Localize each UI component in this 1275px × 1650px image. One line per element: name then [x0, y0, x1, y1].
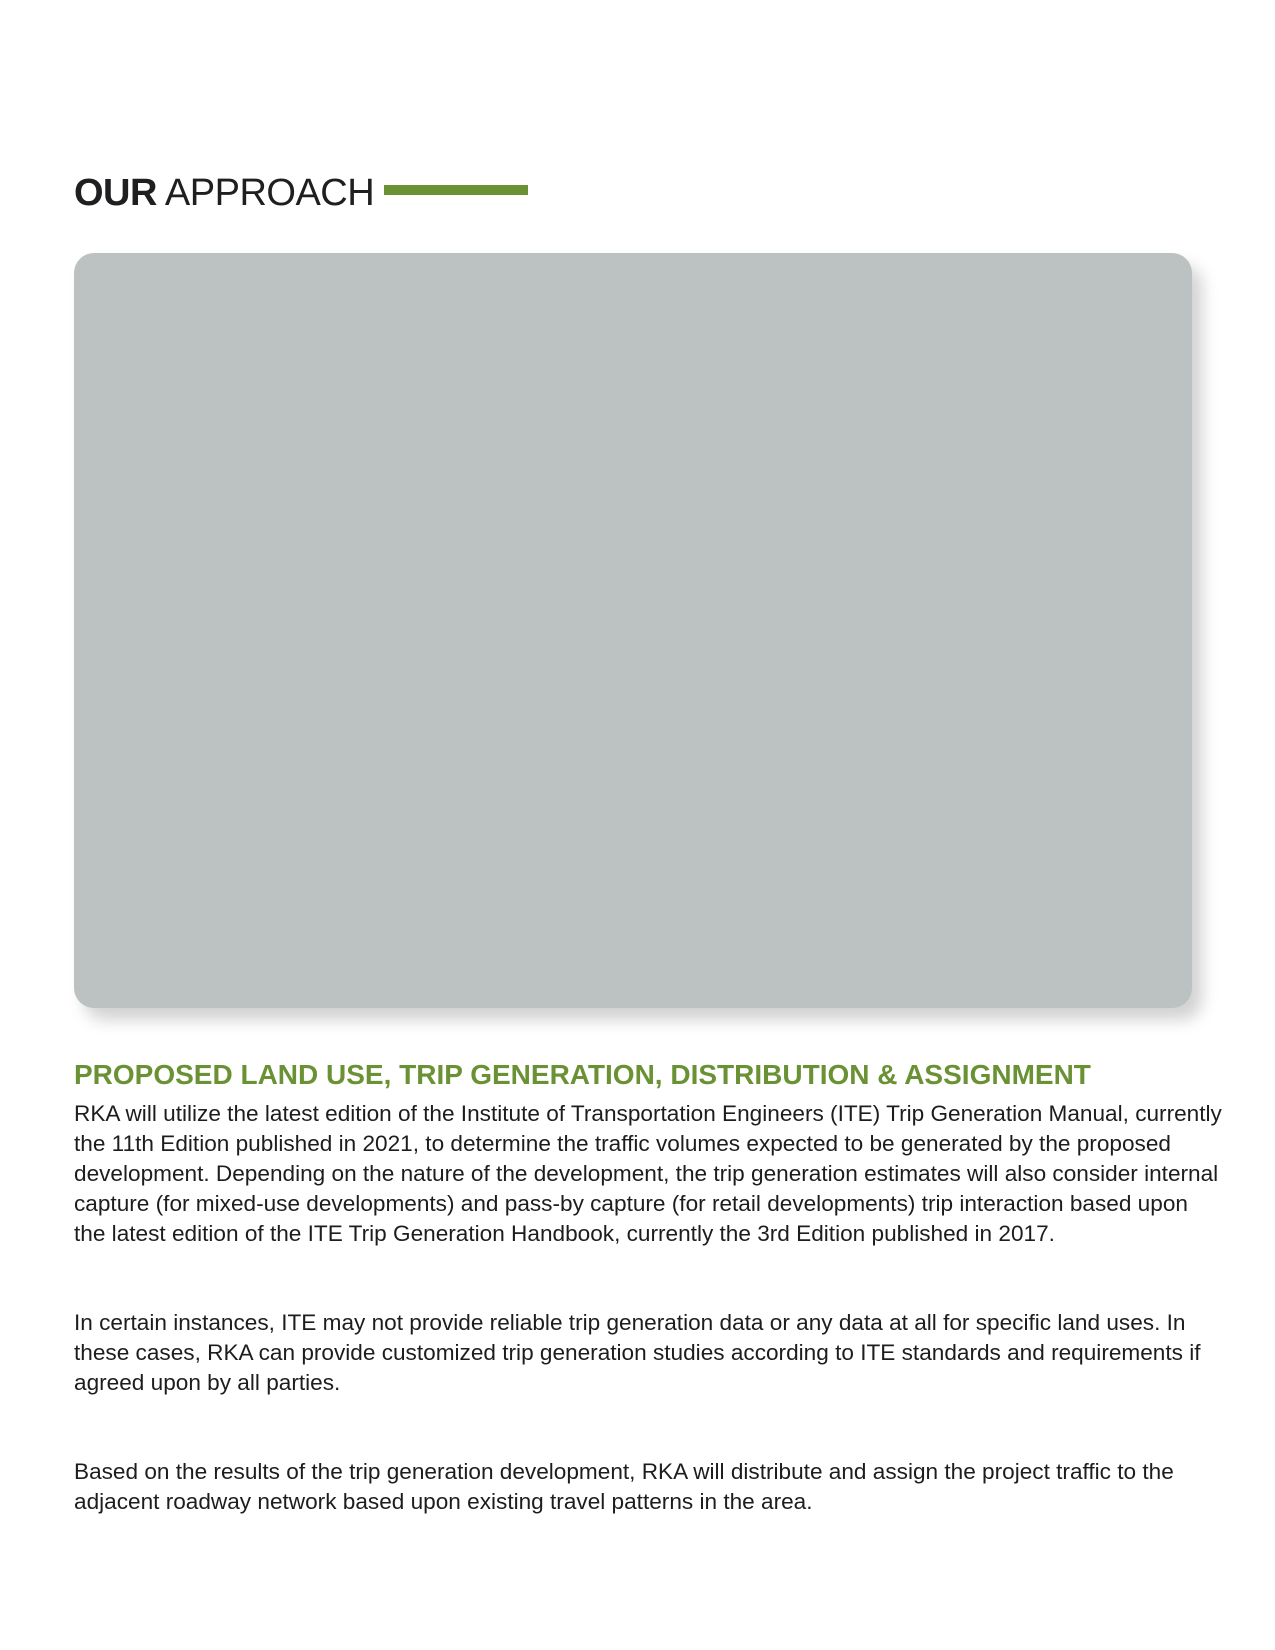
- page-title-bold: OUR: [74, 172, 157, 214]
- body-paragraph-2: In certain instances, ITE may not provide reliable trip generation data or any data at all for specific land uses. In these cases, RKA can provide customized trip generation studies according to ITE standards and requirements if agreed upon by all parties.: [74, 1310, 1201, 1395]
- section-heading: PROPOSED LAND USE, TRIP GENERATION, DISTRIBUTION & ASSIGNMENT: [74, 1059, 1091, 1091]
- page-header: [74, 168, 528, 218]
- title-accent-rule: [384, 185, 528, 195]
- page-title-light: APPROACH: [164, 172, 375, 214]
- image-placeholder: [74, 253, 1192, 1008]
- body-paragraph-3: Based on the results of the trip generation development, RKA will distribute and assign the project traffic to the adjacent roadway network based upon existing travel patterns in the area.: [74, 1459, 1174, 1514]
- body-paragraph-1: RKA will utilize the latest edition of the Institute of Transportation Engineers (ITE) Trip Generation Manual, currently the 11th Edition published in 2021, to determine the traffic volumes expected to be generated by the proposed development. Depending on the nature of the development, the trip generation estimates will also consider internal capture (for mixed-use developments) and pass-by capture (for retail developments) trip interaction based upon the latest edition of the ITE Trip Generation Handbook, currently the 3rd Edition published in 2017.: [74, 1101, 1222, 1246]
- page-title: [74, 168, 374, 218]
